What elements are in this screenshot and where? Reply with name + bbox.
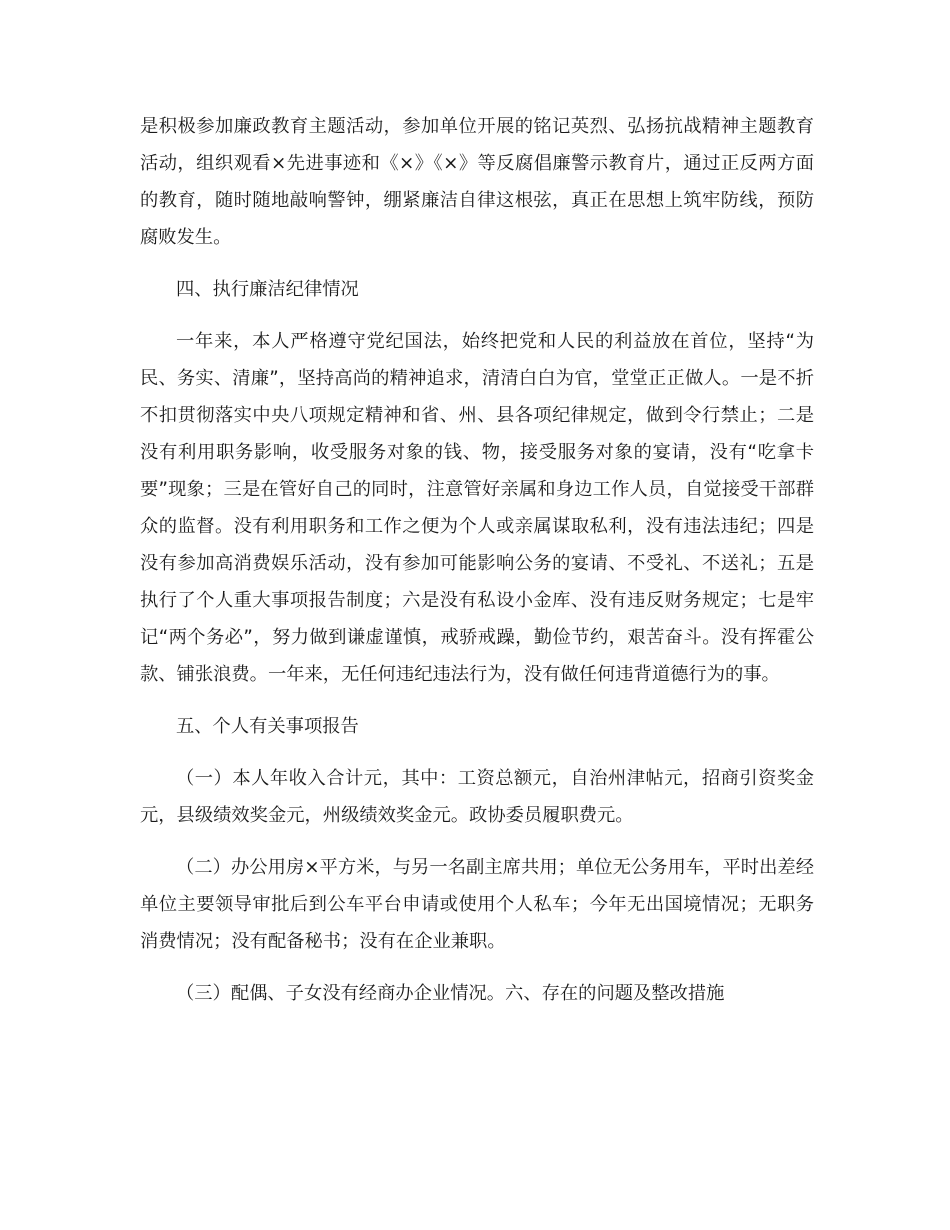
- paragraph-discipline-details: 一年来，本人严格遵守党纪国法，始终把党和人民的利益放在首位，坚持“为民、务实、清廉”，坚持高尚的精神追求，清清白白为官，堂堂正正做人。一是不折不扣贯彻落实中央八项规定精神和省、州、县各项纪律规定，做到令行禁止；二是没有利用职务影响，收受服务对象的钱、物，接受服务对象的宴请，没有“吃拿卡要”现象；三是在管好自己的同时，注意管好亲属和身边工作人员，自觉接受干部群众的监督。没有利用职务和工作之便为个人或亲属谋取私利，没有违法违纪；四是没有参加高消费娱乐活动，没有参加可能影响公务的宴请、不受礼、不送礼；五是执行了个人重大事项报告制度；六是没有私设小金库、没有违反财务规定；七是牢记“两个务必”，努力做到谦虚谨慎，戒骄戒躁，勤俭节约，艰苦奋斗。没有挥霍公款、铺张浪费。一年来，无任何违纪违法行为，没有做任何违背道德行为的事。: [140, 331, 814, 685]
- section-heading-discipline: 四、执行廉洁纪律情况: [176, 279, 359, 300]
- paragraph-office-and-vehicle: （二）办公用房×平方米，与另一名副主席共用；单位无公务用车，平时出差经单位主要领导审批后到公车平台申请或使用个人私车；今年无出国境情况；无职务消费情况；没有配备秘书；没有在企业兼职。: [140, 857, 814, 952]
- section-heading-personal-matters: 五、个人有关事项报告: [176, 716, 359, 737]
- document-body: [140, 108, 814, 1027]
- paragraph-income: （一）本人年收入合计元，其中：工资总额元，自治州津帖元，招商引资奖金元，县级绩效奖金元，州级绩效奖金元。政协委员履职费元。: [140, 768, 814, 826]
- paragraph-education-activities: 是积极参加廉政教育主题活动，参加单位开展的铭记英烈、弘扬抗战精神主题教育活动，组织观看×先进事迹和《×》《×》等反腐倡廉警示教育片，通过正反两方面的教育，随时随地敲响警钟，绷紧廉洁自律这根弦，真正在思想上筑牢防线，预防腐败发生。: [140, 116, 814, 248]
- paragraph-family-business: （三）配偶、子女没有经商办企业情况。六、存在的问题及整改措施: [176, 983, 725, 1004]
